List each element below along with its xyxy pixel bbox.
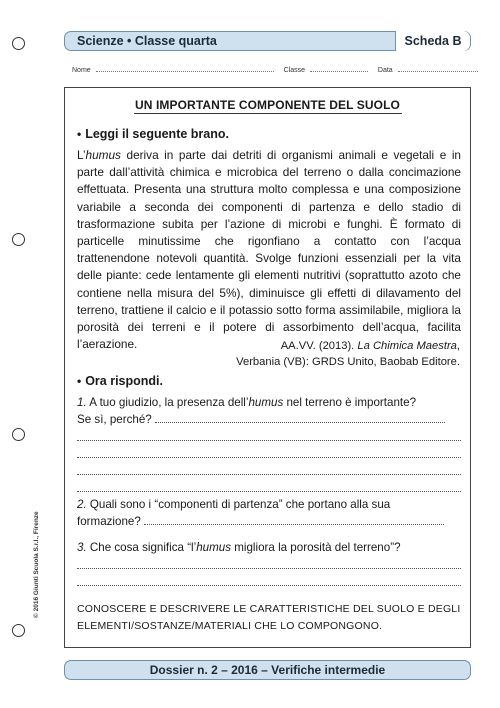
bullet-icon: • — [77, 127, 82, 141]
student-fields — [72, 66, 472, 74]
sheet-label: Scheda B — [395, 31, 470, 51]
instruction-answer: • Ora rispondi. — [77, 374, 163, 388]
copyright-note: © 2016 Giunti Scuola S.r.l., Firenze — [33, 511, 40, 618]
answer-line[interactable] — [144, 520, 444, 525]
question-1: 1. A tuo giudizio, la presenza dell’humus nel terreno è importante? Se sì, perché? — [77, 394, 461, 496]
answer-line[interactable] — [77, 445, 461, 462]
name-field[interactable] — [96, 66, 274, 72]
answer-line[interactable] — [77, 556, 461, 573]
binder-hole-top — [12, 37, 25, 50]
question-2: 2. Quali sono i “componenti di partenza” che portano alla sua formazione? — [77, 496, 461, 530]
question-3: 3. Che cosa significa “l’humus migliora la porosità del terreno”? — [77, 539, 461, 590]
header-bar — [64, 31, 471, 51]
page-title: UN IMPORTANTE COMPONENTE DEL SUOLO — [135, 98, 400, 112]
answer-line[interactable] — [77, 428, 461, 445]
answer-line[interactable] — [77, 573, 461, 590]
humus-term: humus — [85, 148, 121, 162]
bullet-icon: • — [77, 374, 82, 388]
reading-passage: L’humus deriva in parte dai detriti di organismi animali e vegetali e in parte dall’attività chimica e microbica del terreno o dalla concimazione effettuata. Presenta una struttura molto complessa e una composizione variabile a seconda dei componenti di partenza e dello stadio di trasformazione subita per l’azione di microbi e funghi. È formato di particelle minutissime che rigonfiano a contatto con l’acqua trattenendone notevoli quantità. Svolge funzioni essenziali per la vita delle piante: cede lentamente gli elementi nutritivi (soprattutto azoto che contiene nella misura del 5%), diminuisce gli effetti di dilavamento del terreno, trattiene il calcio e il potassio sotto forma assimilabile, migliora la porosità dei terreni e il potere di assorbimento dell’acqua, facilita l’aerazione. — [77, 148, 461, 352]
date-label: Data — [377, 67, 393, 74]
source-citation: AA.VV. (2013). La Chimica Maestra, Verbania (VB): GRDS Unito, Baobab Editore. — [236, 340, 460, 368]
name-label: Nome — [72, 67, 91, 74]
subject-label: Scienze • Classe quarta — [77, 34, 217, 48]
worksheet-box — [64, 87, 471, 648]
binder-hole-bottom — [12, 624, 25, 637]
learning-objective: CONOSCERE E DESCRIVERE LE CARATTERISTICHE DEL SUOLO E DEGLI ELEMENTI/SOSTANZE/MATERIALI CHE LO COMPONGONO. — [77, 603, 461, 632]
book-title: La Chimica Maestra — [357, 340, 457, 352]
date-field[interactable] — [398, 66, 478, 72]
binder-hole-lower-middle — [12, 428, 25, 441]
instruction-read: • Leggi il seguente brano. — [77, 127, 229, 141]
answer-line[interactable] — [77, 479, 461, 496]
answer-line[interactable] — [155, 418, 445, 423]
footer-bar: Dossier n. 2 – 2016 – Verifiche intermedie — [64, 660, 471, 680]
binder-hole-upper-middle — [12, 233, 25, 246]
class-label: Classe — [283, 67, 305, 74]
answer-line[interactable] — [77, 462, 461, 479]
class-field[interactable] — [310, 66, 368, 72]
title-underline — [134, 113, 402, 114]
